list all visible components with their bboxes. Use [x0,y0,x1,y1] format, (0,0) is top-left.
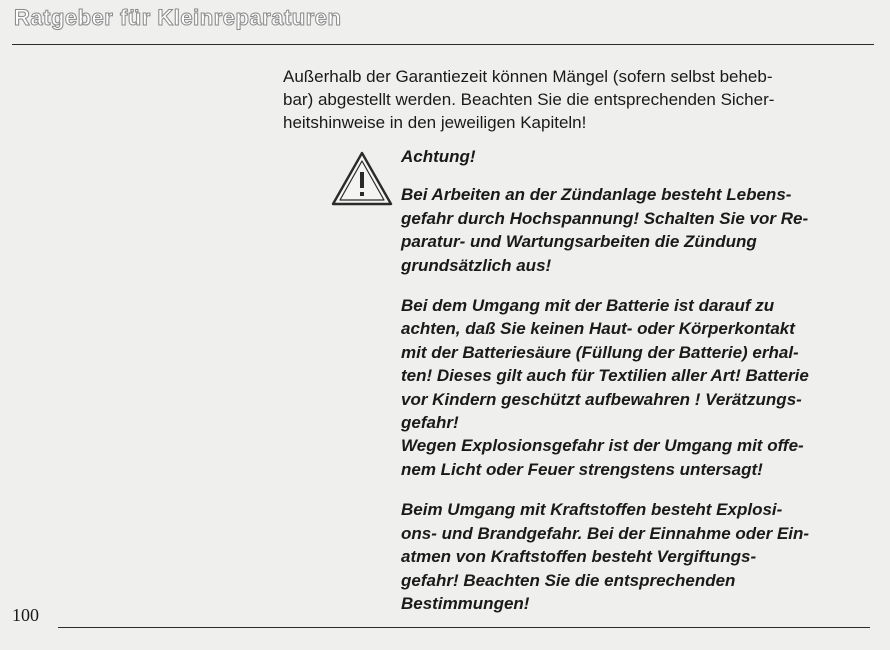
warning-paragraph-ignition: Bei Arbeiten an der Zündanlage besteht Lebens- gefahr durch Hochspannung! Schalten Sie vor Re- paratur- und Wartungsarbeiten die Zündung grundsätzlich aus! [401,185,809,275]
header-divider [12,44,874,45]
intro-paragraph: Außerhalb der Garantiezeit können Mängel (sofern selbst beheb- bar) abgestellt werden. Beachten Sie die entsprechenden Sicher- heitshinweise in den jeweiligen Kapiteln! [283,67,775,132]
warning-triangle-icon [330,150,394,208]
warning-heading: Achtung! [401,147,476,166]
page-number: 100 [12,605,39,625]
footer-divider [58,627,870,628]
warning-block [401,145,859,615]
warning-paragraph-explosion: Wegen Explosionsgefahr ist der Umgang mit offe- nem Licht oder Feuer strengstens untersagt! [401,436,804,479]
warning-paragraph-battery: Bei dem Umgang mit der Batterie ist darauf zu achten, daß Sie keinen Haut- oder Körperkontakt mit der Batteriesäure (Füllung der Batterie) erhal- ten! Dieses gilt auch für Textilien aller Art! Batterie vor Kindern geschützt aufbewahren ! Verätzungs- gefahr! [401,296,809,433]
warning-paragraph-fuel: Beim Umgang mit Kraftstoffen besteht Explosi- ons- und Brandgefahr. Bei der Einnahme oder Ein- atmen von Kraftstoffen besteht Vergiftungs- gefahr! Beachten Sie die entsprechenden Bestimmungen! [401,500,810,613]
page-header-title: Ratgeber für Kleinreparaturen [14,5,342,30]
